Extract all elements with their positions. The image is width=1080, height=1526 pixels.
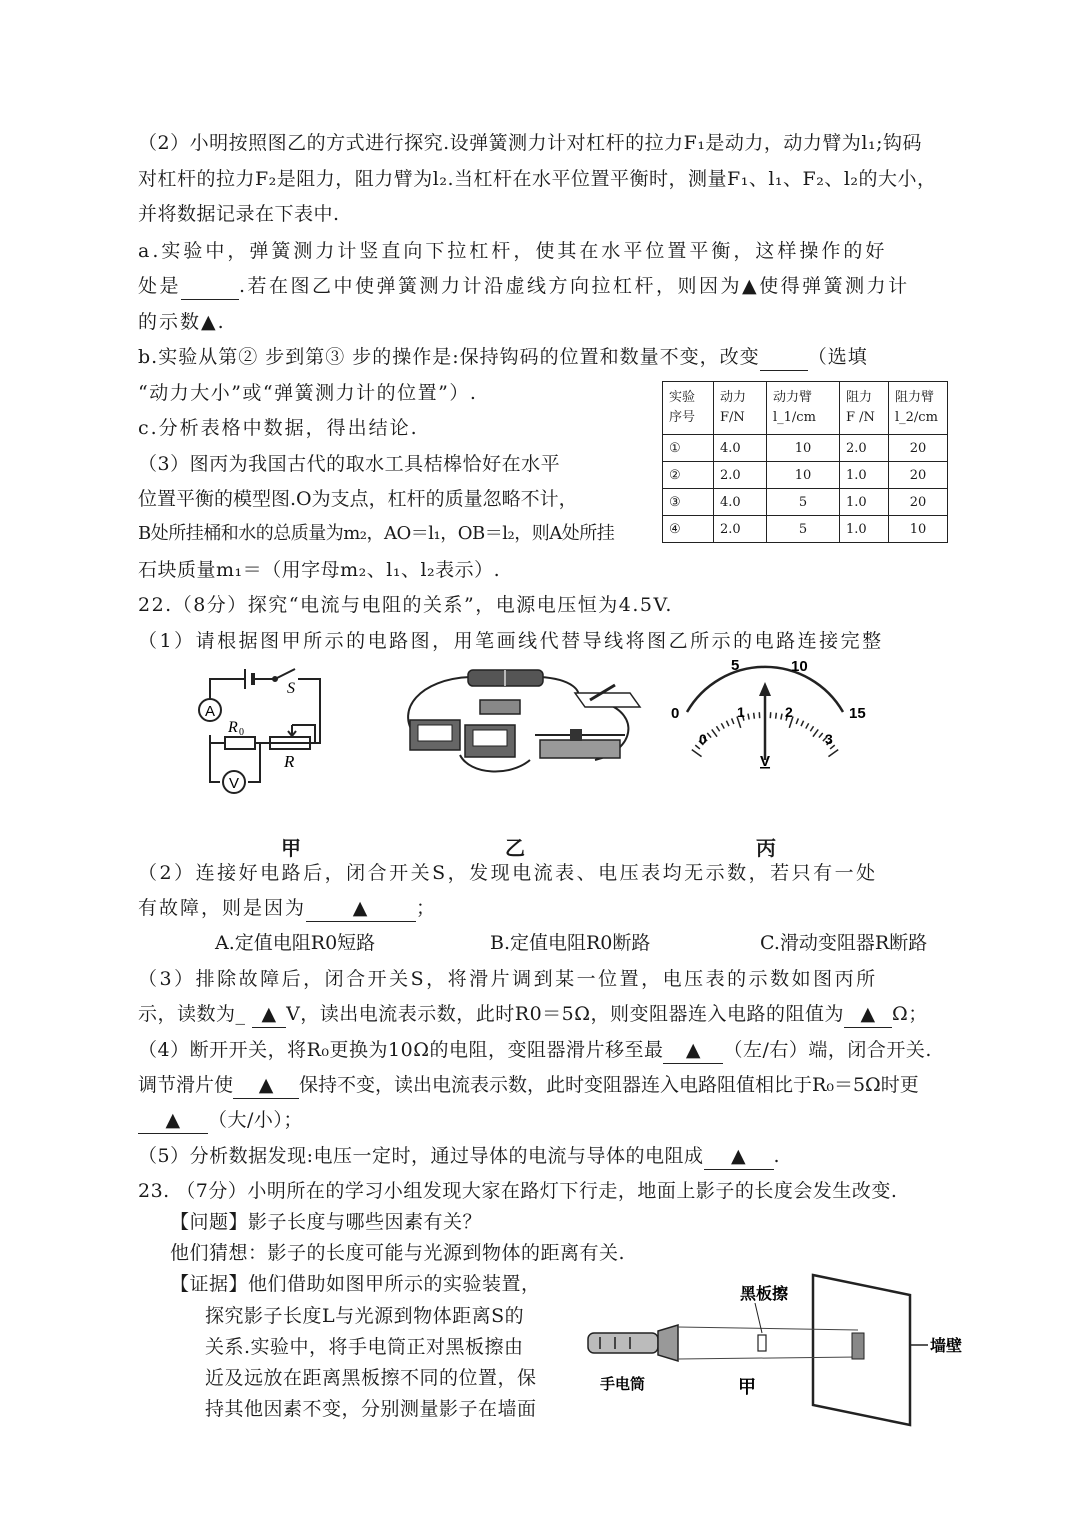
resistor-device (480, 700, 520, 714)
dial-tick (716, 726, 719, 731)
q22-p2-line2-pre: 有故障，则是因为 (138, 897, 307, 919)
label-wall: 墙壁 (930, 1336, 963, 1355)
dial-tick (801, 721, 804, 726)
scale-label-1: 1 (737, 704, 745, 720)
table-row (663, 462, 948, 489)
dial-tick (828, 750, 838, 757)
scale-label-0-inner: 0 (699, 731, 707, 747)
q22-p5 (138, 1143, 780, 1170)
table-cell: 1.0 (840, 516, 889, 543)
dial-tick (712, 729, 717, 736)
table-cell: ③ (663, 489, 714, 516)
q22-p4-line3-b: （大/小）； (208, 1109, 303, 1131)
eraser (758, 1335, 766, 1351)
option-c: C.滑动变阻器R断路 (760, 932, 928, 954)
q23-evidence-line4: 近及远放在距离黑板擦不同的位置，保 (205, 1367, 537, 1389)
dial-tick (813, 729, 818, 736)
q21-b-line1-post: （选填 (807, 346, 868, 368)
table-cell: 2.0 (714, 462, 767, 489)
switch-device (575, 685, 640, 707)
q22-p3-line2-b: V，读出电流表示数，此时R0＝5Ω，则变阻器连入电路的阻值为 (286, 1003, 845, 1025)
q22-p4-line1 (138, 1037, 932, 1064)
table-cell: 2.0 (714, 516, 767, 543)
rheostat-device (535, 729, 625, 758)
scale-label-0-outer: 0 (671, 705, 680, 722)
q21-b-line1-pre: b.实验从第② 步到第③ 步的操作是:保持钩码的位置和数量不变，改变 (138, 346, 760, 368)
q21-p3-line3: B处所挂桶和水的总质量为m₂，AO＝l₁，OB＝l₂，则A处所挂 (138, 523, 615, 544)
q22-p3-line1: （3）排除故障后，闭合开关S，将滑片调到某一位置，电压表的示数如图丙所 (138, 968, 878, 990)
q23-evidence-line5: 持其他因素不变，分别测量影子在墙面 (205, 1398, 537, 1420)
table-header-row (663, 382, 948, 435)
table-cell: 20 (889, 489, 948, 516)
dial-tick (726, 721, 729, 726)
table-cell: 4.0 (714, 435, 767, 462)
table-cell: 5 (767, 489, 840, 516)
figure-caption-yi: 乙 (505, 836, 525, 860)
q21-p3-line4: 石块质量m₁＝（用字母m₂、l₁、l₂表示）. (138, 559, 501, 581)
table-cell: ④ (663, 516, 714, 543)
table-row (663, 489, 948, 516)
label-jia: 甲 (738, 1377, 756, 1398)
dial-tick (781, 714, 782, 720)
q23-evidence-line1: 【证据】他们借助如图甲所示的实验装置， (170, 1273, 541, 1295)
q23-title: 23. （7分）小明所在的学习小组发现大家在路灯下行走，地面上影子的长度会发生改变. (138, 1180, 898, 1202)
table-row (663, 435, 948, 462)
scale-label-15: 15 (849, 705, 866, 722)
shadow-experiment-figure (580, 1265, 980, 1435)
q21-p3-line2: 位置平衡的模型图.O为支点，杠杆的质量忽略不计， (138, 488, 578, 510)
q23-evidence-line3: 关系.实验中，将手电筒正对黑板擦由 (205, 1336, 524, 1358)
q22-p4-line1-b: （左/右）端，闭合开关. (723, 1039, 932, 1061)
header-text: F/N (720, 410, 745, 425)
q22-p4-line2-a: 调节滑片使 (138, 1074, 234, 1096)
table-cell: 10 (767, 462, 840, 489)
q22-title: 22.（8分）探究“电流与电阻的关系”，电源电压恒为4.5V. (138, 594, 673, 616)
header-text: 动力臂 (773, 390, 813, 405)
table-header-cell (840, 382, 889, 435)
battery-pack (468, 670, 543, 686)
scale-label-2: 2 (785, 704, 793, 720)
answer-blank[interactable] (760, 344, 808, 371)
q22-p4-line3 (138, 1107, 303, 1134)
answer-blank[interactable]: ▲ (138, 1107, 208, 1134)
q21-a-line2 (138, 273, 910, 300)
table-header-cell (889, 382, 948, 435)
q22-p5-a: （5）分析数据发现:电压一定时，通过导体的电流与导体的电阻成 (138, 1145, 704, 1167)
label-eraser: 黑板擦 (740, 1284, 789, 1303)
q21-p2-line1: （2）小明按照图乙的方式进行探究.设弹簧测力计对杠杆的拉力F₁是动力，动力臂为l₁;钩码 (138, 132, 923, 154)
resistor-r0-subscript: 0 (239, 727, 244, 738)
apparatus-drawing (400, 665, 650, 785)
answer-blank[interactable]: ▲ (306, 895, 416, 922)
q21-p2-line3: 并将数据记录在下表中. (138, 203, 340, 225)
table-header-cell (663, 382, 714, 435)
dial-tick (806, 723, 809, 728)
rheostat-label: R (284, 752, 295, 771)
ammeter-label: A (204, 703, 216, 720)
q22-p4-line1-a: （4）断开开关，将R₀更换为10Ω的电阻，变阻器滑片移至最 (138, 1039, 664, 1061)
table-cell: 4.0 (714, 489, 767, 516)
dial-tick (707, 733, 711, 738)
dial-tick (754, 713, 755, 719)
voltmeter-dial (665, 652, 875, 772)
scale-label-10: 10 (791, 658, 808, 675)
table-cell: 1.0 (840, 462, 889, 489)
q21-a-line2-pre: 处是 (138, 275, 182, 297)
q22-p2-line2 (138, 895, 437, 922)
table-cell: 1.0 (840, 489, 889, 516)
answer-blank[interactable]: ▲ (663, 1037, 723, 1064)
q21-c-line: c.分析表格中数据，得出结论. (138, 417, 419, 439)
q21-a-line3: 的示数▲. (138, 311, 226, 333)
dial-tick (810, 726, 813, 731)
scale-label-5: 5 (731, 657, 740, 674)
option-a: A.定值电阻R0短路 (215, 932, 376, 954)
table-cell: 20 (889, 435, 948, 462)
q22-p2-line2-post: ； (416, 897, 438, 919)
table-cell: 10 (767, 435, 840, 462)
q22-p2-line1: （2）连接好电路后，闭合开关S，发现电流表、电压表均无示数，若只有一处 (138, 862, 878, 884)
figure-caption-bing: 丙 (756, 836, 776, 860)
switch-label: S (287, 680, 295, 697)
q21-a-line1: a.实验中，弹簧测力计竖直向下拉杠杆，使其在水平位置平衡，这样操作的好 (138, 240, 888, 262)
table-cell: 10 (889, 516, 948, 543)
answer-blank[interactable]: ▲ (844, 1001, 892, 1028)
table-cell: ② (663, 462, 714, 489)
q23-question: 【问题】影子长度与哪些因素有关？ (170, 1211, 483, 1233)
header-text: F /N (846, 410, 875, 425)
header-text: l_1/cm (773, 410, 816, 425)
ammeter-device (410, 720, 460, 750)
table-cell: 2.0 (840, 435, 889, 462)
answer-blank[interactable]: ▲ (252, 1001, 286, 1028)
dial-tick (732, 718, 734, 724)
q22-p3-line2-a: 示，读数为 (138, 1003, 236, 1025)
q22-p3-line2-c: Ω； (892, 1003, 928, 1025)
header-text: 阻力 (846, 390, 873, 405)
header-text: l_2/cm (895, 410, 938, 425)
q23-evidence-line2: 探究影子长度L与光源到物体距离S的 (205, 1305, 525, 1327)
dial-tick (748, 714, 749, 720)
dial-tick (819, 733, 823, 738)
table-row (663, 516, 948, 543)
q22-p4-line2 (138, 1072, 919, 1099)
answer-blank[interactable]: ▲ (704, 1143, 774, 1170)
q22-p4-line2-b: 保持不变，读出电流表示数，此时变阻器连入电路阻值相比于R₀＝5Ω时更 (299, 1074, 919, 1096)
voltmeter-device (465, 725, 515, 757)
q21-p3-line1: （3）图丙为我国古代的取水工具桔槔恰好在水平 (138, 453, 561, 475)
shadow (852, 1333, 864, 1359)
answer-blank[interactable]: ▲ (233, 1072, 299, 1099)
table-cell: ① (663, 435, 714, 462)
table-header-cell (714, 382, 767, 435)
q22-p1: （1）请根据图甲所示的电路图，用笔画线代替导线将图乙所示的电路连接完整 (138, 630, 884, 652)
option-b: B.定值电阻R0断路 (490, 932, 651, 954)
q21-a-line2-post: .若在图乙中使弹簧测力计沿虚线方向拉杠杆，则因为▲使得弹簧测力计 (239, 275, 910, 297)
table-cell: 5 (767, 516, 840, 543)
underscore: _ (235, 1003, 246, 1025)
header-text: 阻力臂 (895, 390, 935, 405)
flashlight (588, 1325, 678, 1361)
header-text: 序号 (669, 410, 696, 425)
needle-tip (759, 682, 771, 696)
unit-label: V (760, 753, 771, 770)
data-table (662, 381, 948, 543)
header-text: 实验 (669, 390, 696, 405)
q22-p3-line2 (138, 1001, 928, 1028)
q21-p2-line2: 对杠杆的拉力F₂是阻力，阻力臂为l₂.当杠杆在水平位置平衡时，测量F₁、l₁、F₂、l₂的大小， (138, 168, 937, 190)
header-text: 动力 (720, 390, 747, 405)
resistor-r0-label: R (228, 719, 238, 736)
voltmeter-label: V (228, 775, 240, 792)
answer-blank[interactable] (181, 273, 239, 300)
circuit-diagram (190, 655, 330, 805)
q21-b-line2: “动力大小”或“弹簧测力计的位置”）. (138, 382, 478, 404)
table-cell: 20 (889, 462, 948, 489)
dial-tick (721, 723, 724, 728)
dial-tick (796, 718, 798, 724)
figure-caption-jia: 甲 (281, 836, 301, 860)
label-flashlight: 手电筒 (600, 1375, 646, 1393)
q23-guess: 他们猜想：影子的长度可能与光源到物体的距离有关. (170, 1242, 626, 1264)
dial-tick (692, 750, 702, 757)
dial-tick (776, 713, 777, 719)
table-header-cell (767, 382, 840, 435)
q22-p5-b: . (773, 1145, 781, 1167)
q21-b-line1 (138, 344, 868, 371)
scale-label-3: 3 (825, 731, 833, 747)
